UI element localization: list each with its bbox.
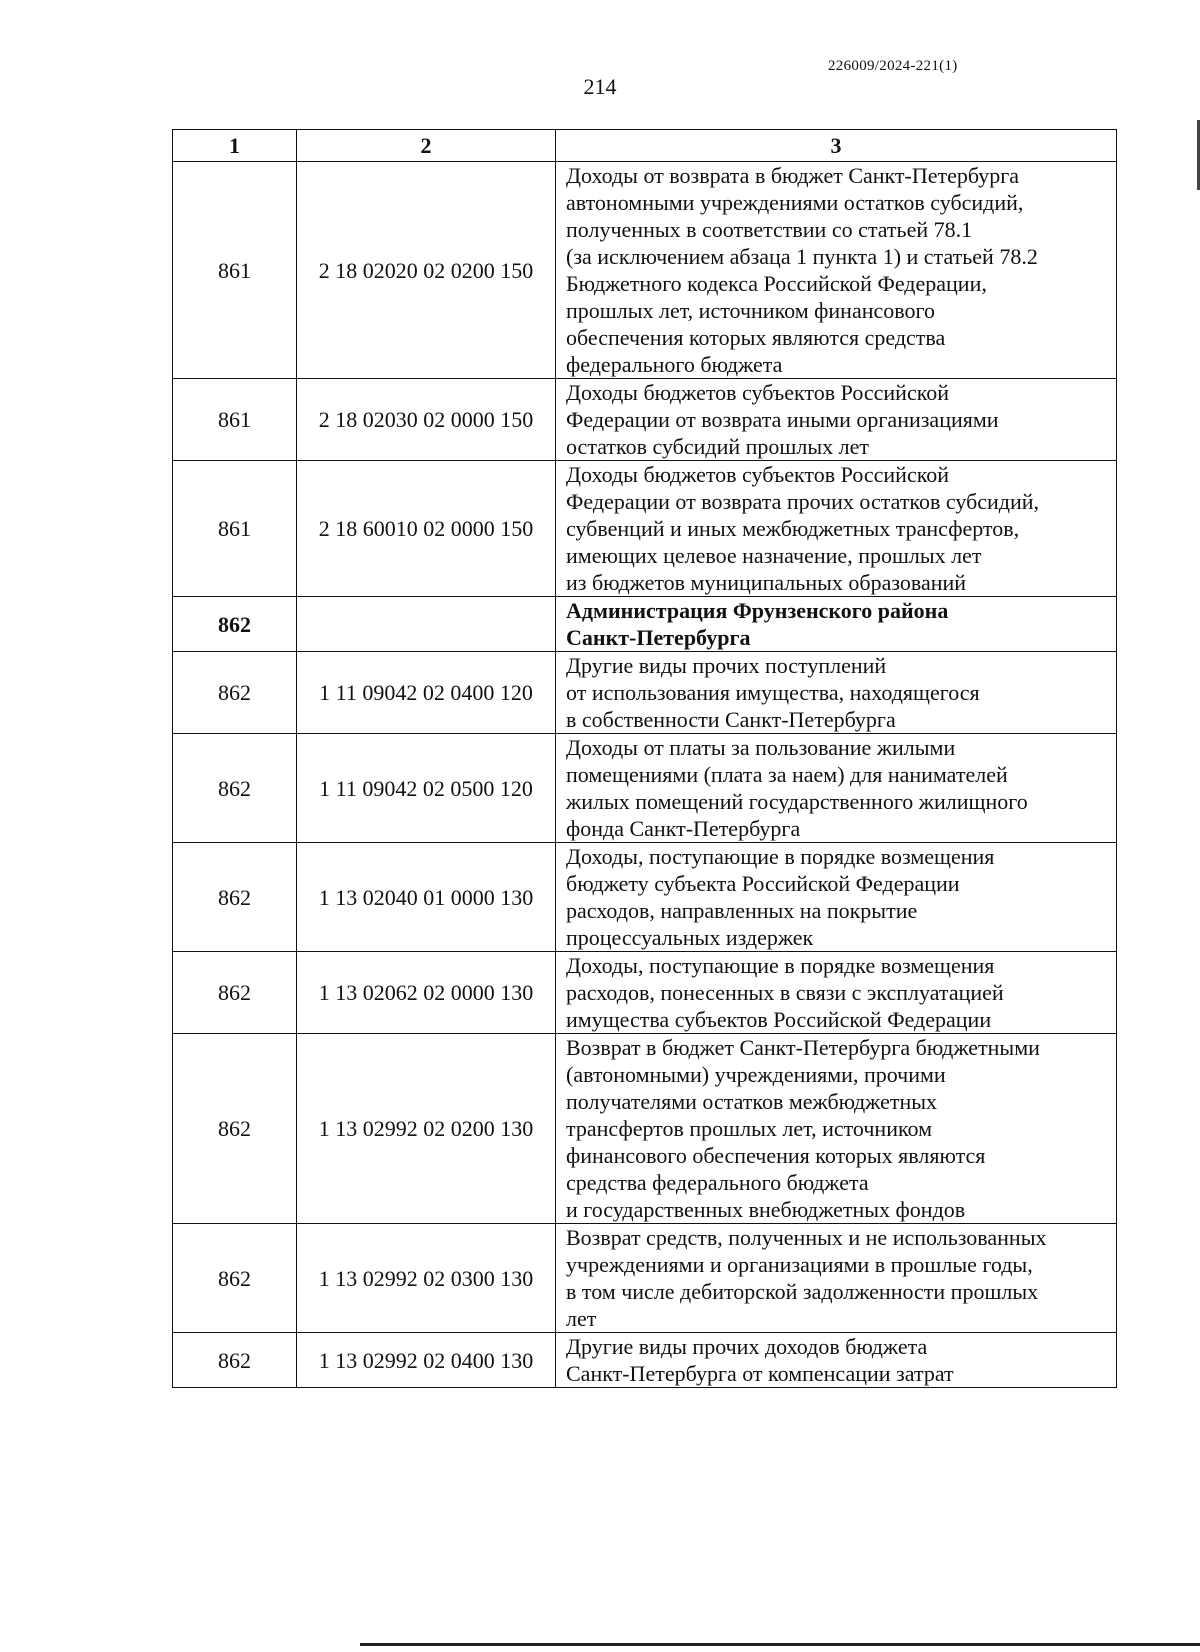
administrator-code-cell: 862: [173, 843, 297, 952]
table-row: [173, 1333, 1117, 1388]
column-header-2: 2: [297, 130, 556, 162]
revenue-code-cell: 1 13 02062 02 0000 130: [297, 952, 556, 1034]
revenue-name-cell: Доходы бюджетов субъектов Российской Федерации от возврата иными организациями остатков субсидий прошлых лет: [556, 379, 1117, 461]
column-header-1: 1: [173, 130, 297, 162]
revenue-name-cell: Доходы от возврата в бюджет Санкт-Петербурга автономными учреждениями остатков субсидий, полученных в соответствии со статьей 78.1 (за исключением абзаца 1 пункта 1) и статьей 78.2 Бюджетного кодекса Российской Федерации, прошлых лет, источником финансового обеспечения которых являются средства федерального бюджета: [556, 162, 1117, 379]
table-row: [173, 652, 1117, 734]
revenue-code-cell: 1 11 09042 02 0500 120: [297, 734, 556, 843]
administrator-code-cell: 862: [173, 1224, 297, 1333]
revenue-code-cell: 1 13 02992 02 0300 130: [297, 1224, 556, 1333]
column-header-3: 3: [556, 130, 1117, 162]
revenue-code-cell: 1 13 02040 01 0000 130: [297, 843, 556, 952]
administrator-code-cell: 861: [173, 379, 297, 461]
administrator-code-cell: 862: [173, 1034, 297, 1224]
budget-revenue-codes-table: [172, 129, 1117, 1388]
revenue-name-cell: Другие виды прочих поступлений от использования имущества, находящегося в собственности Санкт-Петербурга: [556, 652, 1117, 734]
administrator-code-cell: 861: [173, 162, 297, 379]
table-row: [173, 734, 1117, 843]
administrator-code-cell: 862: [173, 952, 297, 1034]
document-registration-number: 226009/2024-221(1): [828, 58, 958, 74]
administrator-name-cell: Администрация Фрунзенского района Санкт-Петербурга: [556, 597, 1117, 652]
revenue-code-cell: 2 18 02030 02 0000 150: [297, 379, 556, 461]
administrator-code-cell: 862: [173, 597, 297, 652]
table-row: [173, 379, 1117, 461]
revenue-code-cell: 1 13 02992 02 0200 130: [297, 1034, 556, 1224]
section-header-row: [173, 597, 1117, 652]
revenue-code-cell: 1 11 09042 02 0400 120: [297, 652, 556, 734]
revenue-name-cell: Доходы, поступающие в порядке возмещения бюджету субъекта Российской Федерации расходов, направленных на покрытие процессуальных издержек: [556, 843, 1117, 952]
administrator-code-cell: 861: [173, 461, 297, 597]
revenue-code-cell: [297, 597, 556, 652]
revenue-name-cell: Возврат в бюджет Санкт-Петербурга бюджетными (автономными) учреждениями, прочими получателями остатков межбюджетных трансфертов прошлых лет, источником финансового обеспечения которых являются средства федерального бюджета и государственных внебюджетных фондов: [556, 1034, 1117, 1224]
table-row: [173, 1224, 1117, 1333]
administrator-code-cell: 862: [173, 652, 297, 734]
table-row: [173, 162, 1117, 379]
revenue-code-cell: 2 18 02020 02 0200 150: [297, 162, 556, 379]
table-header-row: [173, 130, 1117, 162]
table-row: [173, 843, 1117, 952]
revenue-name-cell: Доходы от платы за пользование жилыми помещениями (плата за наем) для нанимателей жилых помещений государственного жилищного фонда Санкт-Петербурга: [556, 734, 1117, 843]
table-row: [173, 1034, 1117, 1224]
table-row: [173, 952, 1117, 1034]
revenue-name-cell: Возврат средств, полученных и не использованных учреждениями и организациями в прошлые годы, в том числе дебиторской задолженности прошлых лет: [556, 1224, 1117, 1333]
revenue-name-cell: Доходы бюджетов субъектов Российской Федерации от возврата прочих остатков субсидий, субвенций и иных межбюджетных трансфертов, имеющих целевое назначение, прошлых лет из бюджетов муниципальных образований: [556, 461, 1117, 597]
page-number: 214: [583, 74, 617, 99]
revenue-name-cell: Другие виды прочих доходов бюджета Санкт-Петербурга от компенсации затрат: [556, 1333, 1117, 1388]
revenue-code-cell: 2 18 60010 02 0000 150: [297, 461, 556, 597]
administrator-code-cell: 862: [173, 734, 297, 843]
revenue-code-cell: 1 13 02992 02 0400 130: [297, 1333, 556, 1388]
revenue-name-cell: Доходы, поступающие в порядке возмещения расходов, понесенных в связи с эксплуатацией имущества субъектов Российской Федерации: [556, 952, 1117, 1034]
table-row: [173, 461, 1117, 597]
scan-edge-mark-bottom: [360, 1643, 1200, 1646]
administrator-code-cell: 862: [173, 1333, 297, 1388]
